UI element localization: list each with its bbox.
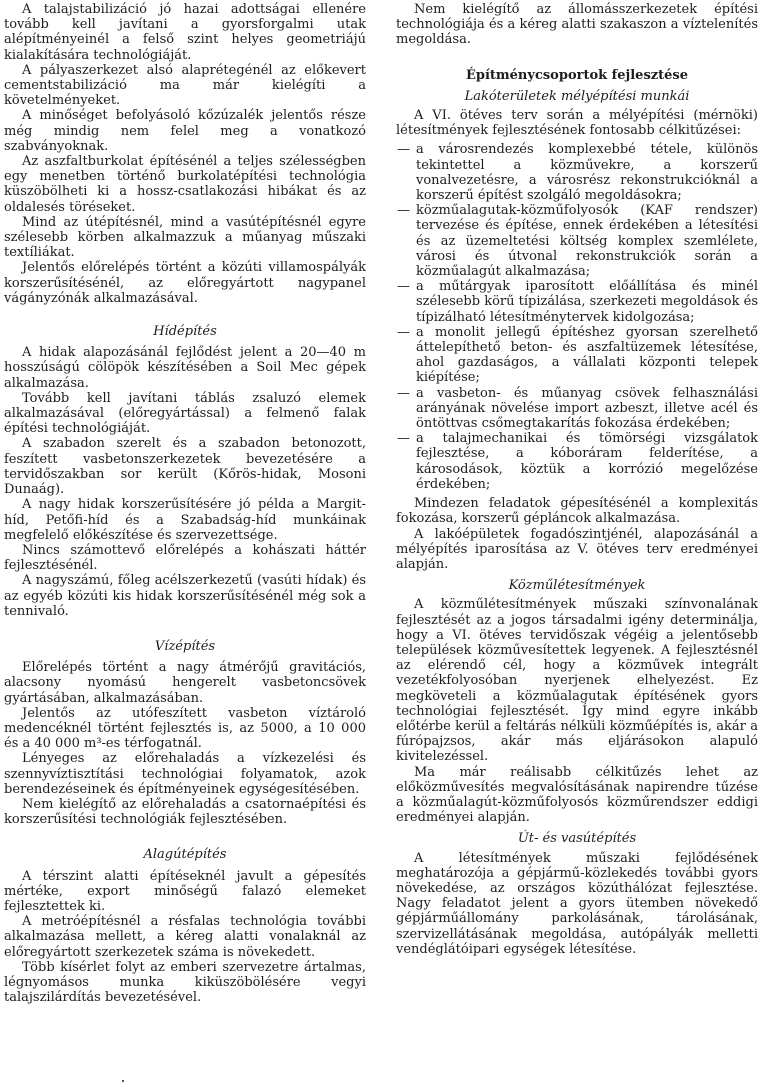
list-item: — a városrendezés komplexebbé tétele, különös tekintettel a közművekre, a korszerű vonalvezetésre, a városrész rekonstrukcióknál a korszerű építést szolgáló megoldásokra;	[396, 142, 758, 203]
paragraph: Nem kielégítő az előrehaladás a csatornaépítési és korszerűsítési technológiák fejlesztésében.	[4, 796, 366, 828]
list-item: — a talajmechanikai és tömörségi vizsgálatok fejlesztése, a kóboráram felderítése, a károsodások, köztük a korrózió megelőzése érdekében;	[396, 431, 758, 492]
paragraph: A minőséget befolyásoló kőzúzalék jelentős része még mindig nem felel meg a vonatkozó szabványoknak.	[4, 108, 366, 154]
objectives-list	[396, 142, 758, 492]
paragraph: Jelentős előrelépés történt a közúti villamospályák korszerűsítésénél, az előregyártott nagypanel vágányzónák alkalmazásával.	[4, 260, 366, 306]
paragraph: Mindezen feladatok gépesítésénél a komplexitás fokozása, korszerű gépláncok alkalmazása.	[396, 496, 758, 527]
list-item: — a monolit jellegű építéshez gyorsan szerelhető áttelepíthető beton- és aszfaltüzemek létesítése, ahol gazdaságos, a vállalati központi telepek kiépítése;	[396, 325, 758, 386]
paragraph: A térszint alatti építéseknél javult a gépesítés mértéke, export minőségű falazó elemeket fejlesztettek ki.	[4, 868, 366, 914]
list-item: — a vasbeton- és műanyag csövek felhasználási arányának növelése import azbeszt, illetve acél és öntöttvas csőmegtakarítás fokozása érdekében;	[396, 386, 758, 432]
paragraph: A VI. ötéves terv során a mélyépítési (mérnöki) létesítmények fejlesztésének fontosabb célkitűzései:	[396, 108, 758, 139]
paragraph: Nem kielégítő az állomásszerkezetek építési technológiája és a kéreg alatti szakaszon a víztelenítés megoldása.	[396, 2, 758, 48]
paragraph: Mind az útépítésnél, mind a vasútépítésnél egyre szélesebb körben alkalmazzuk a műanyag műszaki textíliákat.	[4, 214, 366, 261]
paragraph: Tovább kell javítani táblás zsaluzó elemek alkalmazásával (előregyártással) a felmenő falak építési technológiáját.	[4, 390, 366, 437]
paragraph: A létesítmények műszaki fejlődésének meghatározója a gépjármű-közlekedés további gyors növekedése, az országos közúthálózat fejlesztése. Nagy feladatot jelent a gyors ütemben növekedő gépjárműállomány parkolásának, tárolásának, szervizellátásának megoldása, autópályák melletti vendéglátóipari egységek létesítése.	[396, 850, 758, 957]
paragraph: Ma már reálisabb célkitűzés lehet az előközművesítés megvalósításának napirendre tűzése a közműalagút-közműfolyosós közműrendszer eddigi eredményei alapján.	[396, 764, 758, 826]
paragraph: Jelentős az utófeszített vasbeton víztároló medencéknél történt fejlesztés is, az 5000, a 10 000 és a 40 000 m³-es térfogatnál.	[4, 705, 366, 752]
right-column	[396, 2, 758, 957]
section-heading-alagutepites: Alagútépítés	[143, 847, 227, 863]
section-title: Építménycsoportok fejlesztése	[465, 67, 689, 83]
paragraph: A metróépítésnél a résfalas technológia további alkalmazása mellett, a kéreg alatti vonalaknál az előregyártott szerkezetek száma is növekedett.	[4, 914, 366, 960]
section-heading-hidepites: Hídépítés	[153, 324, 217, 340]
paragraph: Az aszfaltburkolat építésénél a teljes szélességben egy menetben történő burkolatépítési technológia küszöbölheti ki a hossz-csatlakozási hibákat és az oldalesés töréseket.	[4, 154, 366, 215]
paragraph: A hidak alapozásánál fejlődést jelent a 20—40 m hosszúságú cölöpök készítésében a Soil Mec gépek alkalmazása.	[4, 345, 366, 391]
list-item: — a műtárgyak iparosított előállítása és minél szélesebb körű típizálása, szerkezeti megoldások és típizálható létesítménytervek kidolgozása;	[396, 279, 758, 325]
paragraph: A pályaszerkezet alsó alaprétegénél az előkevert cementstabilizáció ma már kielégíti a követelményeket.	[4, 62, 366, 109]
subsection-heading-lakoteruletek: Lakóterületek mélyépítési munkái	[464, 88, 690, 104]
subsection-heading-ut-vasutepites: Út- és vasútépítés	[517, 831, 637, 847]
subsection-heading-kozmuletesitmenyek: Közműlétesítmények	[508, 578, 646, 594]
left-column	[4, 2, 366, 1005]
paragraph: A szabadon szerelt és a szabadon betonozott, feszített vasbetonszerkezetek bevezetésére a tervidőszakban sor került (Kőrös-hidak, Mosoni Dunaág).	[4, 436, 366, 498]
list-item: — közműalagutak-közműfolyosók (KAF rendszer) tervezése és építése, ennek érdekében a létesítési és az üzemeltetési költség komplex szemlélete, városi és útvonal rekonstrukciók során a közműalagút alkalmazása;	[396, 203, 758, 279]
paragraph: Több kísérlet folyt az emberi szervezetre ártalmas, légnyomásos munka kiküszöbölésére vegyi talajszilárdítás bevezetésével.	[4, 959, 366, 1006]
section-heading-vizepites: Vízépítés	[154, 638, 216, 654]
paragraph: A talajstabilizáció jó hazai adottságai ellenére tovább kell javítani a gyorsforgalmi utak alépítményeinél a felső szint helyes geometriájú kialakítására technológiáját.	[4, 2, 366, 63]
paragraph: Előrelépés történt a nagy átmérőjű gravitációs, alacsony nyomású hengerelt vasbetoncsövek gyártásában, alkalmazásában.	[4, 660, 366, 706]
paragraph: A nagyszámú, főleg acélszerkezetű (vasúti hídak) és az egyéb közúti kis hidak korszerűsítésénél még sok a tennivaló.	[4, 573, 366, 619]
paragraph: Nincs számottevő előrelépés a kohászati háttér fejlesztésénél.	[4, 542, 366, 574]
paragraph: A lakóépületek fogadószintjénél, alapozásánál a mélyépítés iparosítása az V. ötéves terv eredményei alapján.	[396, 526, 758, 572]
paragraph: A közműlétesítmények műszaki színvonalának fejlesztését az a jogos társadalmi igény determinálja, hogy a VI. ötéves tervidőszak végéig a jelentősebb települések közművesítettek legyenek. A fejlesztésnél az elérendő cél, hogy a közművek integrált vezetékfolyosóban nyerjenek elhelyezést. Ez megköveteli a közműalagutak építésének gyors technológiai fejlesztését. Így mind egyre inkább előtérbe kerül a feltárás nélküli közműépítés is, akár a fúrópajzsos, akár más eljárásokon alapuló kivitelezéssel.	[396, 597, 758, 765]
paragraph: Lényeges az előrehaladás a vízkezelési és szennyvíztisztítási technológiai folyamatok, azok berendezéseinek és építményeinek egységesítésében.	[4, 751, 366, 797]
print-speck	[122, 1080, 124, 1082]
paragraph: A nagy hidak korszerűsítésére jó példa a Margit-híd, Petőfi-híd és a Szabadság-híd munkáinak megfelelő előkészítése és szervezettsége.	[4, 497, 366, 543]
